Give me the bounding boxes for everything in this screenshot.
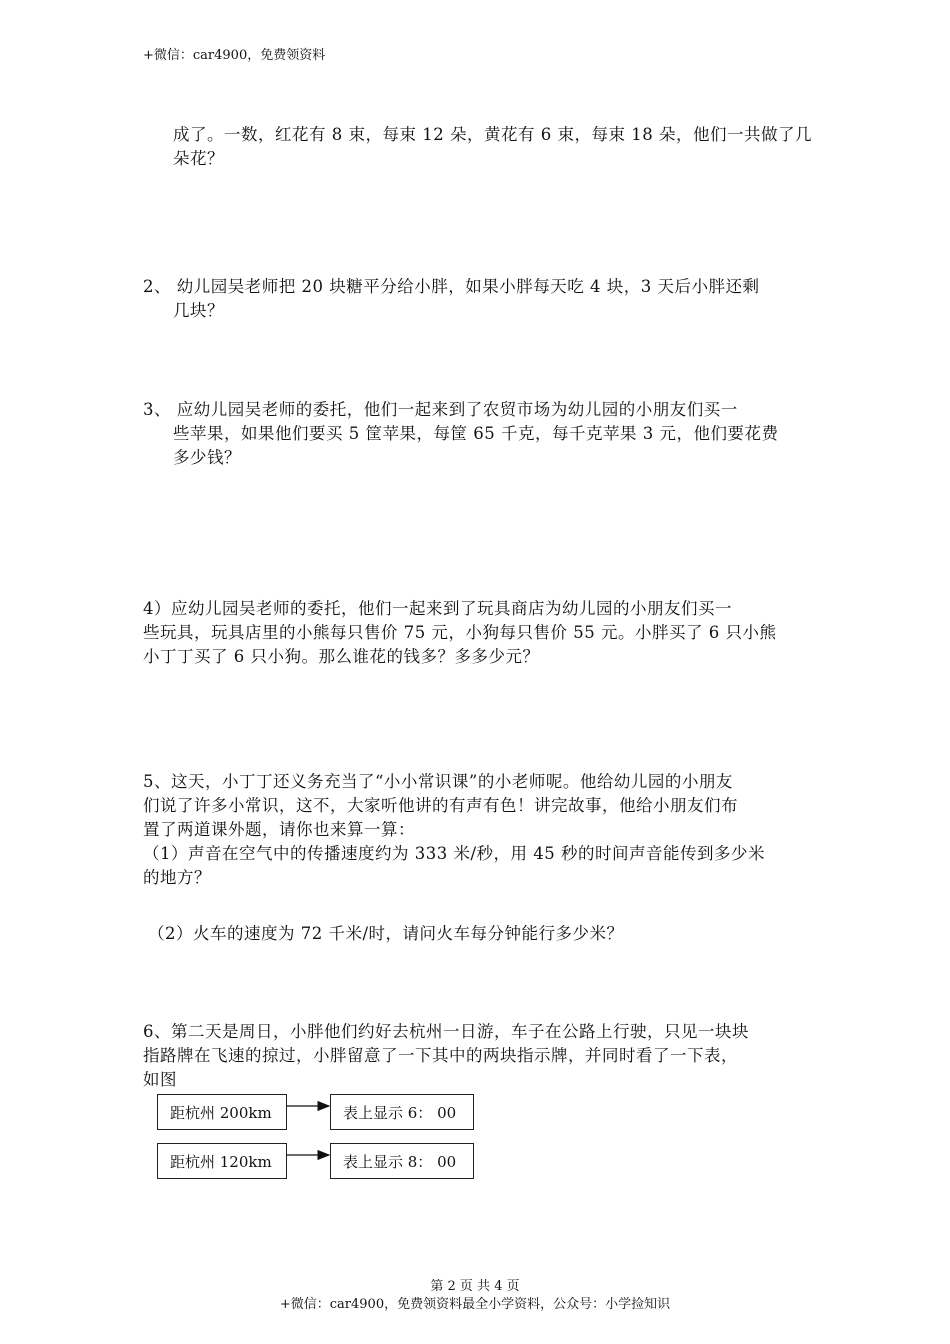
q5-line-1: 5、这天，小丁丁还义务充当了“小小常识课”的小老师呢。他给幼儿园的小朋友 bbox=[143, 772, 733, 791]
page-footer: +微信：car4900，免费领资料最全小学资料，公众号：小学捡知识 bbox=[279, 1297, 671, 1312]
q5-line-4: （1）声音在空气中的传播速度约为 333 米/秒，用 45 秒的时间声音能传到多少米 bbox=[143, 844, 766, 863]
q2-line-1: 2、 幼儿园吴老师把 20 块糖平分给小胖，如果小胖每天吃 4 块，3 天后小胖还剩 bbox=[143, 277, 760, 296]
q2-line-2: 几块？ bbox=[173, 301, 224, 320]
q5-line-2: 们说了许多小常识，这不，大家听他讲的有声有色！讲完故事，他给小朋友们布 bbox=[143, 796, 738, 815]
q4-line-2: 些玩具，玩具店里的小熊每只售价 75 元，小狗每只售价 55 元。小胖买了 6 只小熊 bbox=[143, 623, 777, 642]
q1-line-2: 朵花？ bbox=[173, 149, 224, 168]
time-box-2: 表上显示 8： 00 bbox=[330, 1143, 474, 1179]
q5-line-3: 置了两道课外题，请你也来算一算： bbox=[143, 820, 415, 839]
q4-line-1: 4）应幼儿园吴老师的委托，他们一起来到了玩具商店为幼儿园的小朋友们买一 bbox=[143, 599, 732, 618]
q6-line-2: 指路牌在飞速的掠过，小胖留意了一下其中的两块指示牌，并同时看了一下表， bbox=[143, 1046, 738, 1065]
sign-box-2: 距杭州 120km bbox=[157, 1143, 287, 1179]
q3-line-2: 些苹果，如果他们要买 5 筐苹果，每筐 65 千克，每千克苹果 3 元，他们要花费 bbox=[173, 424, 779, 443]
sign-box-1: 距杭州 200km bbox=[157, 1094, 287, 1130]
time-box-1: 表上显示 6： 00 bbox=[330, 1094, 474, 1130]
q5-line-5: 的地方？ bbox=[143, 868, 211, 887]
q3-line-1: 3、 应幼儿园吴老师的委托，他们一起来到了农贸市场为幼儿园的小朋友们买一 bbox=[143, 400, 738, 419]
page-number: 第 2 页 共 4 页 bbox=[430, 1279, 520, 1294]
question-5-part-2: （2）火车的速度为 72 千米/时，请问火车每分钟能行多少米？ bbox=[148, 924, 624, 943]
q3-line-3: 多少钱？ bbox=[173, 448, 241, 467]
q6-line-1: 6、第二天是周日，小胖他们约好去杭州一日游，车子在公路上行驶，只见一块块 bbox=[143, 1022, 749, 1041]
q1-line-1: 成了。一数，红花有 8 束，每束 12 朵，黄花有 6 束，每束 18 朵，他们一共做了几 bbox=[173, 125, 812, 144]
q4-line-3: 小丁丁买了 6 只小狗。那么谁花的钱多？多多少元？ bbox=[143, 647, 540, 666]
page-header: +微信：car4900，免费领资料 bbox=[143, 48, 326, 63]
q6-line-3: 如图 bbox=[143, 1070, 177, 1089]
